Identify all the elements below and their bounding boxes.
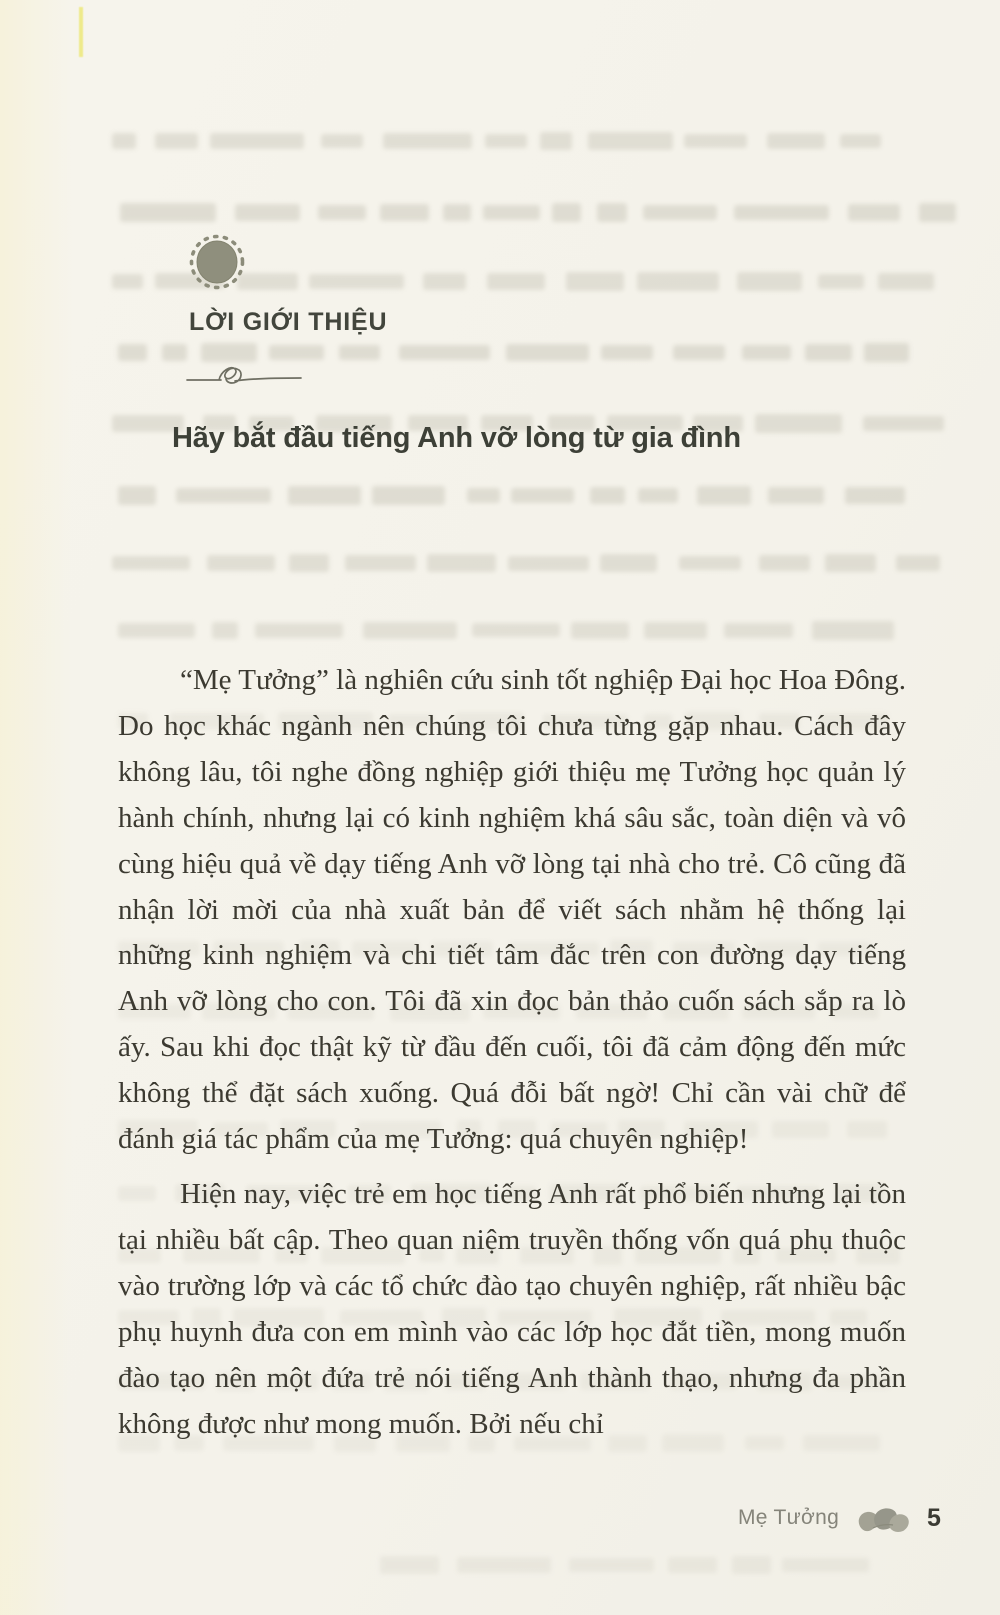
page-title: LỜI GIỚI THIỆU: [189, 308, 388, 336]
paragraph: “Mẹ Tưởng” là nghiên cứu sinh tốt nghiệp Đại học Hoa Đông. Do học khác ngành nên chúng tôi chưa từng gặp nhau. Cách đây không lâu, tôi nghe đồng nghiệp giới thiệu mẹ Tưởng học quản lý hành chính, nhưng lại có kinh nghiệm khá sâu sắc, toàn diện và vô cùng hiệu quả về dạy tiếng Anh vỡ lòng tại nhà cho trẻ. Cô cũng đã nhận lời mời của nhà xuất bản để viết sách nhằm hệ thống lại những kinh nghiệm và chi tiết tâm đắc trên con đường dạy tiếng Anh vỡ lòng cho con. Tôi đã xin đọc bản thảo cuốn sách sắp ra lò ấy. Sau khi đọc thật kỹ từ đầu đến cuối, tôi đã cảm động đến mức không thể đặt sách xuống. Quá đỗi bất ngờ! Chỉ cần vài chữ để đánh giá tác phẩm của mẹ Tưởng: quá chuyên nghiệp!: [118, 664, 906, 1156]
leaf-cluster-icon: [853, 1504, 911, 1536]
running-book-title: Mẹ Tưởng: [738, 1506, 840, 1529]
paragraph: Hiện nay, việc trẻ em học tiếng Anh rất phổ biến nhưng lại tồn tại nhiều bất cập. Theo quan niệm truyền thống vốn quá phụ thuộc vào trường lớp và các tổ chức đào tạo chuyên nghiệp, rất nhiều bậc phụ huynh đưa con em mình vào các lớp học đắt tiền, mong muốn đào tạo nên một đứa trẻ nói tiếng Anh thành thạo, nhưng đa phần không được như mong muốn. Bởi nếu chỉ: [118, 1177, 906, 1440]
section-subtitle: Hãy bắt đầu tiếng Anh vỡ lòng từ gia đình: [172, 422, 741, 454]
calligraphic-divider: [185, 358, 303, 398]
page-footer: [738, 1498, 941, 1538]
sun-icon: [188, 233, 246, 291]
body-text: [118, 658, 906, 1447]
page-number: 5: [927, 1503, 941, 1532]
